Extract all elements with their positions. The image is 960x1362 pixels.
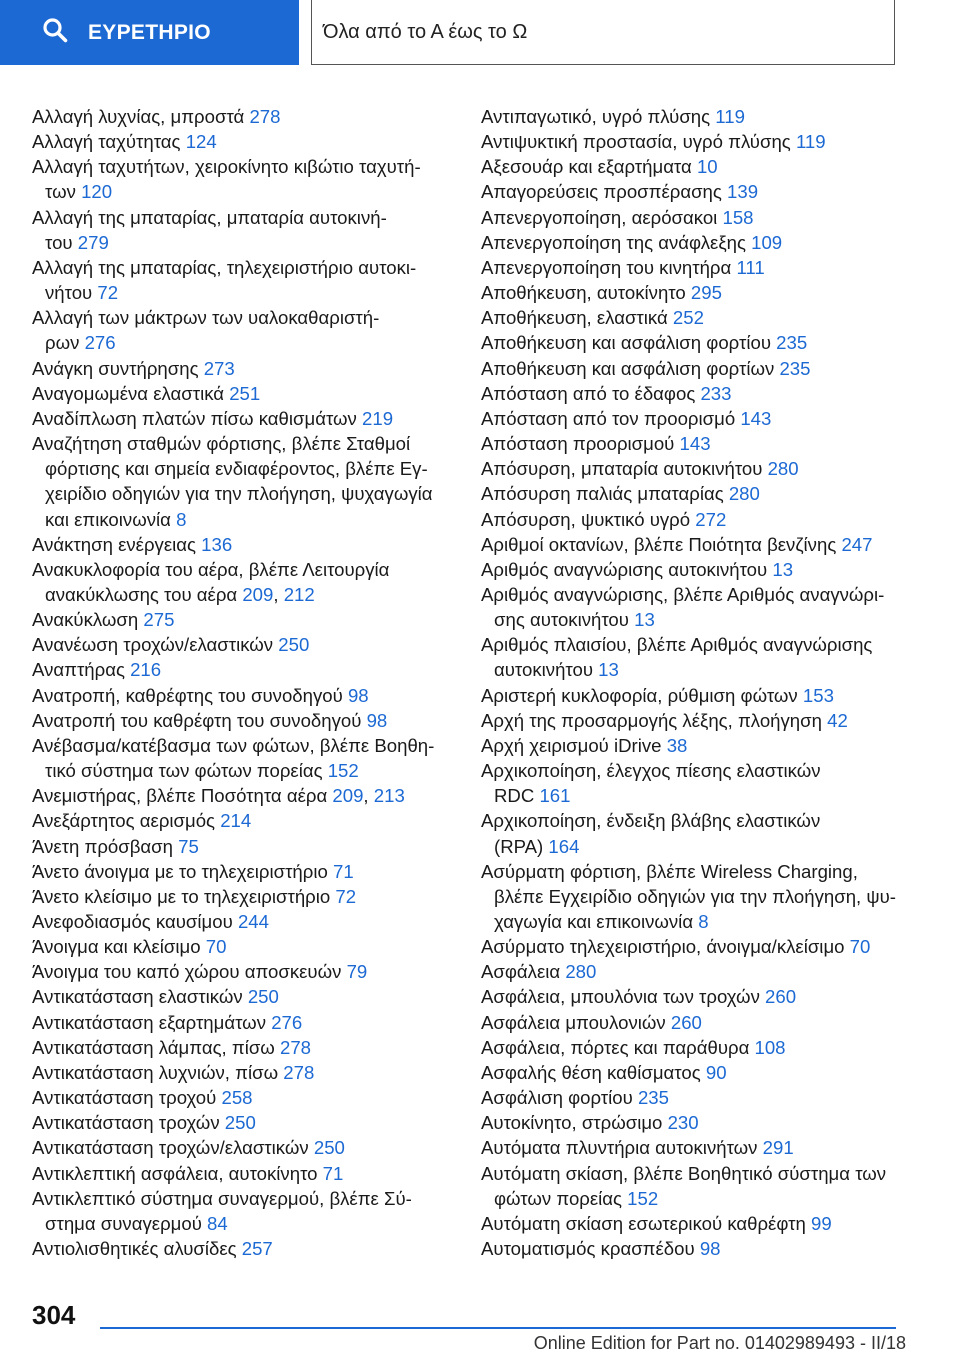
- page-link[interactable]: 72: [335, 885, 357, 907]
- footer-divider: [100, 1327, 896, 1329]
- index-entry: [32, 305, 462, 355]
- page-link[interactable]: 70: [205, 936, 227, 958]
- index-entry: [481, 456, 911, 481]
- page-link[interactable]: 71: [322, 1162, 344, 1184]
- index-entry: [481, 104, 911, 129]
- page-link[interactable]: 275: [143, 609, 175, 631]
- index-entry: [481, 1161, 911, 1211]
- index-entry: [32, 104, 462, 129]
- index-entry-text: Απόσυρση, ψυκτικό υγρό: [481, 508, 691, 530]
- index-entry: [481, 255, 911, 280]
- index-entry: [481, 1085, 911, 1110]
- page-link[interactable]: 111: [736, 256, 765, 278]
- page-link[interactable]: 109: [751, 231, 783, 253]
- index-entry-text: Αντιολισθητικές αλυσίδες: [32, 1238, 237, 1260]
- index-entry: [481, 129, 911, 154]
- page-link[interactable]: 42: [827, 709, 848, 731]
- index-entry-text: Ανάκτηση ενέργειας: [32, 533, 196, 555]
- index-entry: [481, 205, 911, 230]
- page-link[interactable]: 230: [667, 1112, 699, 1134]
- index-entry-text: Ανεξάρτητος αερισμός: [32, 810, 216, 832]
- page-link[interactable]: 153: [802, 684, 834, 706]
- index-entry-text: Απόσυρση, μπαταρία αυτοκινήτου: [481, 458, 763, 480]
- index-entry-text: Αναδίπλωση πλατών πίσω καθισμάτων: [32, 407, 357, 429]
- index-entry-text: Ανακυκλοφορία του αέρα, βλέπε Λειτουργία ανακύκλωσης του αέρα: [32, 558, 390, 605]
- index-entry: [481, 1060, 911, 1085]
- index-entry-text: Άνετη πρόσβαση: [32, 835, 173, 857]
- page-link[interactable]: 124: [185, 131, 217, 153]
- index-entry: [32, 406, 462, 431]
- index-entry: [481, 1236, 911, 1261]
- page-link[interactable]: 79: [346, 961, 368, 983]
- index-entry: [481, 179, 911, 204]
- index-entry-text: Αρχή της προσαρμογής λέξης, πλοήγηση: [481, 709, 822, 731]
- index-entry: [32, 859, 462, 884]
- index-entry-text: Αποθήκευση, ελαστικά: [481, 307, 668, 329]
- index-entry-text: Αριθμός πλαισίου, βλέπε Αριθμός αναγνώρισης αυτοκινήτου: [481, 634, 873, 681]
- page-link[interactable]: 38: [666, 734, 688, 756]
- index-entry: [32, 154, 462, 204]
- index-entry: [32, 808, 462, 833]
- index-entry-text: Αντικατάσταση λάμπας, πίσω: [32, 1036, 275, 1058]
- index-entry: [32, 607, 462, 632]
- page-link[interactable]: 161: [539, 785, 571, 807]
- page-link[interactable]: 280: [565, 961, 597, 983]
- page-link[interactable]: 280: [728, 483, 760, 505]
- index-entry: [32, 1161, 462, 1186]
- page-link[interactable]: 209: [242, 583, 274, 605]
- index-entry-text: Αρχή χειρισμού iDrive: [481, 734, 662, 756]
- index-entry: [481, 1035, 911, 1060]
- page-link[interactable]: 295: [690, 282, 722, 304]
- index-entry: [32, 1186, 462, 1236]
- index-entry: [481, 381, 911, 406]
- index-entry: [481, 1135, 911, 1160]
- index-entry-text: Αλλαγή της μπαταρίας, τηλεχειριστήριο αυτοκι- νήτου: [32, 256, 417, 304]
- page-link[interactable]: 235: [779, 357, 811, 379]
- page-link[interactable]: 235: [637, 1087, 669, 1109]
- page-link[interactable]: 250: [278, 634, 310, 656]
- index-entry-text: Αριθμός αναγνώρισης, βλέπε Αριθμός αναγνώρι- σης αυτοκινήτου: [481, 583, 885, 631]
- index-entry: [32, 129, 462, 154]
- index-entry-text: Ανατροπή του καθρέφτη του συνοδηγού: [32, 709, 362, 731]
- page-link[interactable]: 244: [237, 911, 269, 932]
- page-link[interactable]: 247: [841, 533, 873, 555]
- index-entry-text: Αυτοκίνητο, στρώσιμο: [481, 1112, 663, 1134]
- index-entry: [481, 859, 911, 934]
- page-link[interactable]: 276: [84, 332, 116, 354]
- page-link[interactable]: 139: [727, 181, 759, 203]
- index-entry: [32, 1110, 462, 1135]
- index-entry-text: Άνετο κλείσιμο με το τηλεχειριστήριο: [32, 885, 331, 907]
- page-number: 304: [32, 1300, 76, 1330]
- index-entry-text: Απόσυρση παλιάς μπαταρίας: [481, 483, 724, 505]
- section-title: Όλα από το Α έως το Ω: [311, 0, 895, 65]
- index-entry-text: Αντικατάσταση τροχών: [32, 1112, 220, 1134]
- index-entry-text: Αποθήκευση και ασφάλιση φορτίων: [481, 357, 775, 379]
- page-link[interactable]: 108: [754, 1036, 786, 1058]
- index-entry-text: Ασφαλής θέση καθίσματος: [481, 1061, 701, 1083]
- index-entry-text: Αντικατάσταση τροχών/ελαστικών: [32, 1137, 309, 1159]
- index-entry-text: Αρχικοποίηση, έλεγχος πίεσης ελαστικών RDC: [481, 760, 821, 807]
- index-entry: Ανεμιστήρας, βλέπε Ποσότητα αέρα 209, 213: [32, 785, 405, 807]
- index-entry: [32, 1135, 462, 1160]
- index-entry-text: Απενεργοποίηση της ανάφλεξης: [481, 231, 746, 253]
- index-entry: [32, 255, 462, 305]
- index-entry-text: Αλλαγή ταχυτήτων, χειροκίνητο κιβώτιο ταχυτή- των: [32, 156, 421, 203]
- index-entry: [32, 356, 462, 381]
- index-entry: [481, 507, 911, 532]
- page-link[interactable]: 250: [224, 1112, 256, 1134]
- index-entry-text: Απενεργοποίηση του κινητήρα: [481, 256, 732, 278]
- index-entry-text: Άνοιγμα και κλείσιμο: [32, 936, 201, 958]
- page-link[interactable]: 164: [548, 835, 580, 857]
- page-link[interactable]: 272: [695, 508, 727, 530]
- index-entry-text: Αριθμός αναγνώρισης αυτοκινήτου: [481, 558, 768, 580]
- index-entry-text: Αναζήτηση σταθμών φόρτισης, βλέπε Σταθμοί φόρτισης και σημεία ενδιαφέροντος, βλέπε Εγ- χειρίδιο οδηγιών για την πλοήγηση, ψυχαγωγία και επικοινωνία: [32, 433, 433, 530]
- index-entry-text: Ανεμιστήρας, βλέπε Ποσότητα αέρα: [32, 785, 328, 807]
- index-entry: [481, 683, 911, 708]
- page-link[interactable]: 10: [696, 156, 718, 178]
- page-link[interactable]: 279: [77, 231, 109, 253]
- index-entry: [32, 984, 462, 1009]
- index-entry-text: Ανεφοδιασμός καυσίμου: [32, 911, 233, 932]
- page-link[interactable]: 260: [670, 1011, 702, 1033]
- page-link[interactable]: 214: [220, 810, 252, 832]
- page-link[interactable]: 98: [366, 709, 388, 731]
- index-tab-label: ΕΥΡΕΤΗΡΙΟ: [88, 20, 211, 44]
- index-entry-text: Αποθήκευση, αυτοκίνητο: [481, 282, 686, 304]
- index-entry-text: Αντιψυκτική προστασία, υγρό πλύσης: [481, 131, 791, 153]
- page-link[interactable]: 8: [698, 911, 709, 932]
- index-entry: [481, 733, 911, 758]
- page-link[interactable]: 143: [679, 433, 711, 455]
- index-entry-text: Ασφάλεια, μπουλόνια των τροχών: [481, 986, 760, 1008]
- page-link[interactable]: 251: [229, 382, 261, 404]
- index-entry: [32, 532, 462, 557]
- index-entry-text: Αντικατάσταση λυχνιών, πίσω: [32, 1061, 279, 1083]
- index-entry: [32, 733, 462, 783]
- index-tab-button[interactable]: [0, 0, 299, 65]
- index-entry-text: Αντικλεπτικό σύστημα συναγερμού, βλέπε Σύ- στημα συναγερμού: [32, 1187, 412, 1234]
- page-link[interactable]: 13: [634, 609, 655, 631]
- index-entry-text: Αλλαγή των μάκτρων των υαλοκαθαριστή- ρων: [32, 307, 380, 354]
- index-entry: [481, 431, 911, 456]
- index-entry-text: Άνετο άνοιγμα με το τηλεχειριστήριο: [32, 860, 328, 882]
- index-entry: [32, 1010, 462, 1035]
- page-link[interactable]: 119: [715, 106, 745, 127]
- page-link[interactable]: 260: [765, 986, 797, 1008]
- search-icon: [42, 17, 68, 48]
- index-entry-text: Αυτόματη σκίαση, βλέπε Βοηθητικό σύστημα των φώτων πορείας: [481, 1162, 887, 1209]
- index-entry: [481, 305, 911, 330]
- page-link[interactable]: 13: [772, 558, 794, 580]
- page-link[interactable]: 212: [283, 583, 315, 605]
- index-entry: [32, 1236, 462, 1261]
- index-entry-text: Αναπτήρας: [32, 659, 125, 681]
- index-entry-text: Απόσταση από τον προορισμό: [481, 407, 736, 429]
- page-link[interactable]: 258: [221, 1087, 253, 1109]
- page-link[interactable]: 90: [705, 1061, 727, 1083]
- index-entry: [481, 532, 911, 557]
- index-entry-text: Αντικατάσταση τροχού: [32, 1087, 217, 1109]
- index-entry-text: Άνοιγμα του καπό χώρου αποσκευών: [32, 961, 342, 983]
- page-link[interactable]: 233: [700, 382, 732, 404]
- page-link[interactable]: 72: [97, 282, 119, 304]
- index-entry: [32, 1060, 462, 1085]
- index-entry-text: Ανέβασμα/κατέβασμα των φώτων, βλέπε Βοηθη- τικό σύστημα των φώτων πορείας: [32, 734, 435, 782]
- page-link[interactable]: 250: [247, 986, 279, 1008]
- page-link[interactable]: 280: [767, 458, 799, 480]
- index-entry-text: Ανακύκλωση: [32, 609, 139, 631]
- index-entry: [481, 808, 911, 858]
- index-entry: [32, 205, 462, 255]
- index-entry-text: Ασύρματο τηλεχειριστήριο, άνοιγμα/κλείσιμο: [481, 936, 845, 958]
- index-column-right: [481, 104, 911, 1261]
- index-entry-text: Ανάγκη συντήρησης: [32, 357, 199, 379]
- index-entry-text: Αρχικοποίηση, ένδειξη βλάβης ελαστικών (RPA): [481, 810, 821, 857]
- index-entry: [32, 1085, 462, 1110]
- index-entry: [481, 582, 911, 632]
- index-entry: [481, 230, 911, 255]
- page-link[interactable]: 276: [271, 1011, 303, 1033]
- page-link[interactable]: 291: [762, 1137, 794, 1159]
- page-link[interactable]: 209: [332, 785, 364, 807]
- index-entry-text: Αλλαγή της μπαταρίας, μπαταρία αυτοκινή- του: [32, 206, 387, 253]
- index-entry-text: Αντιπαγωτικό, υγρό πλύσης: [481, 106, 711, 127]
- page-link[interactable]: 152: [627, 1187, 659, 1209]
- index-entry-text: Αυτοματισμός κρασπέδου: [481, 1238, 695, 1260]
- page-link[interactable]: 13: [598, 659, 619, 681]
- index-entry-text: Αντικατάσταση εξαρτημάτων: [32, 1011, 267, 1033]
- index-entry: [32, 884, 462, 909]
- page-link[interactable]: 8: [176, 508, 187, 530]
- index-entry-text: Ασφάλιση φορτίου: [481, 1087, 633, 1109]
- index-entry-text: Αξεσουάρ και εξαρτήματα: [481, 156, 692, 178]
- index-entry-text: Αριστερή κυκλοφορία, ρύθμιση φώτων: [481, 684, 798, 706]
- footer-edition-text: Online Edition for Part no. 01402989493 - II/18: [533, 1333, 906, 1353]
- index-entry: [481, 154, 911, 179]
- page-link[interactable]: 213: [373, 785, 405, 807]
- page-link[interactable]: 257: [241, 1238, 273, 1260]
- page-link[interactable]: 219: [362, 407, 394, 429]
- index-entry-text: Ασφάλεια: [481, 961, 561, 983]
- page-link[interactable]: 119: [795, 131, 826, 153]
- index-entry: [481, 934, 911, 959]
- index-entry-text: Αντικατάσταση ελαστικών: [32, 986, 243, 1008]
- index-entry: [481, 330, 911, 355]
- index-entry: [32, 909, 462, 934]
- index-entry-text: Ανατροπή, καθρέφτης του συνοδηγού: [32, 684, 343, 706]
- page-link[interactable]: 273: [203, 357, 235, 379]
- index-entry: [32, 683, 462, 708]
- page-link[interactable]: 98: [347, 684, 369, 706]
- page-link[interactable]: 99: [811, 1212, 832, 1234]
- index-entry: [481, 280, 911, 305]
- index-entry: [32, 431, 462, 532]
- index-entry-text: Αναγομωμένα ελαστικά: [32, 382, 225, 404]
- page-link[interactable]: 98: [699, 1238, 721, 1260]
- page-link[interactable]: 278: [249, 106, 281, 127]
- index-entry-text: Απενεργοποίηση, αερόσακοι: [481, 206, 718, 228]
- index-entry: [481, 1110, 911, 1135]
- page-link[interactable]: 143: [740, 407, 772, 429]
- index-entry: [481, 984, 911, 1009]
- page-link[interactable]: 278: [280, 1036, 312, 1058]
- page-link[interactable]: 71: [333, 860, 354, 882]
- index-entry-text: Αλλαγή λυχνίας, μπροστά: [32, 106, 245, 127]
- index-entry-text: Απαγορεύσεις προσπέρασης: [481, 181, 722, 203]
- index-entry: [32, 708, 462, 733]
- index-entry-text: Απόσταση προορισμού: [481, 433, 675, 455]
- page-link[interactable]: 216: [130, 659, 162, 681]
- page-link[interactable]: 152: [327, 760, 359, 782]
- index-entry: [481, 632, 911, 682]
- index-entry-text: Αυτόματη σκίαση εσωτερικού καθρέφτη: [481, 1212, 806, 1234]
- page-link[interactable]: 158: [722, 206, 754, 228]
- index-entry: [481, 481, 911, 506]
- index-entry: [481, 959, 911, 984]
- index-entry: [481, 708, 911, 733]
- page-link[interactable]: 136: [201, 533, 233, 555]
- index-entry-text: Αποθήκευση και ασφάλιση φορτίου: [481, 332, 771, 354]
- index-entry-text: Ασφάλεια, πόρτες και παράθυρα: [481, 1036, 750, 1058]
- index-entry: [32, 381, 462, 406]
- page-link[interactable]: 250: [313, 1137, 345, 1159]
- index-entry: [481, 356, 911, 381]
- index-entry-text: Αλλαγή ταχύτητας: [32, 131, 181, 153]
- index-entry: [481, 1211, 911, 1236]
- index-column-left: [32, 104, 462, 1261]
- index-entry-text: Απόσταση από το έδαφος: [481, 382, 696, 404]
- index-entry-text: Ασφάλεια μπουλονιών: [481, 1011, 666, 1033]
- index-entry-text: Αριθμοί οκτανίων, βλέπε Ποιότητα βενζίνης: [481, 533, 837, 555]
- index-entry: [32, 1035, 462, 1060]
- index-entry: [32, 657, 462, 682]
- index-entry-text: Ανανέωση τροχών/ελαστικών: [32, 634, 274, 656]
- page-link[interactable]: 235: [776, 332, 808, 354]
- index-entry-text: Ασύρματη φόρτιση, βλέπε Wireless Charging, βλέπε Εγχειρίδιο οδηγιών για την πλοήγηση, ψυ- χαγωγία και επικοινωνία: [481, 860, 896, 932]
- index-entry-text: Αυτόματα πλυντήρια αυτοκινήτων: [481, 1137, 758, 1159]
- page-link[interactable]: 278: [283, 1061, 315, 1083]
- page-link[interactable]: 252: [672, 307, 704, 329]
- page-link[interactable]: 84: [207, 1212, 228, 1234]
- index-entry: [32, 959, 462, 984]
- index-entry: [481, 406, 911, 431]
- page-link[interactable]: 75: [178, 835, 199, 857]
- index-entry: Ανακυκλοφορία του αέρα, βλέπε Λειτουργία ανακύκλωσης του αέρα 209, 212: [32, 558, 390, 605]
- index-entry: [481, 1010, 911, 1035]
- index-entry: [481, 557, 911, 582]
- index-entry: [32, 834, 462, 859]
- page-link[interactable]: 70: [849, 936, 871, 958]
- index-entry-text: Αντικλεπτική ασφάλεια, αυτοκίνητο: [32, 1162, 318, 1184]
- page-link[interactable]: 120: [81, 181, 113, 203]
- index-entry: [481, 758, 911, 808]
- index-entry: [32, 632, 462, 657]
- index-entry: [32, 934, 462, 959]
